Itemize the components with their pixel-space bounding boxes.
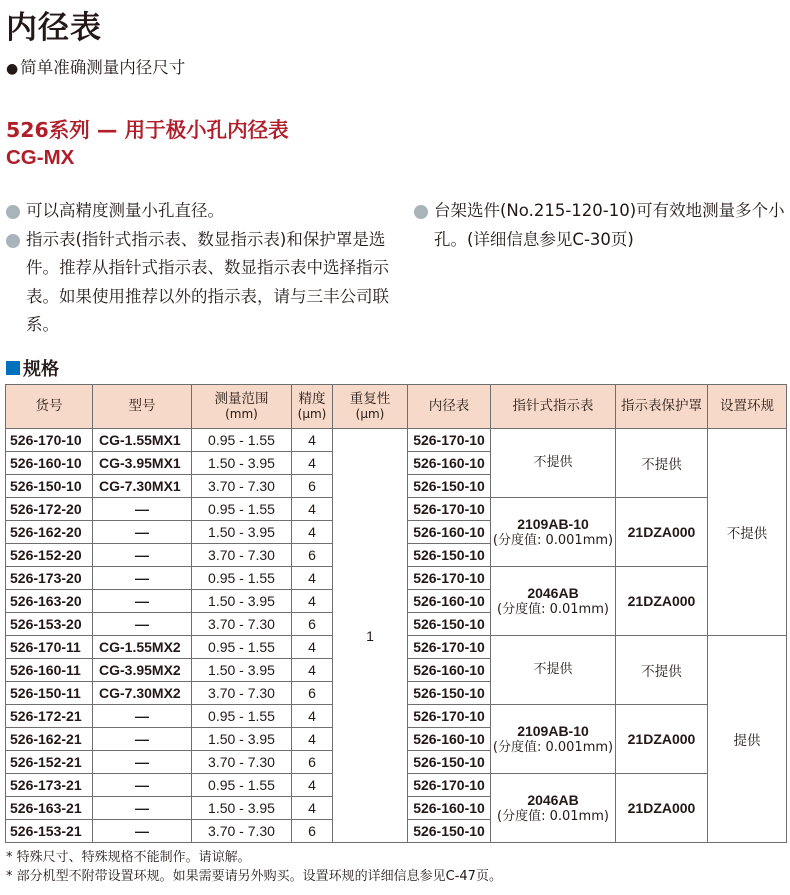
- cell-range: 3.70 - 7.30: [192, 613, 292, 636]
- cell-gauge: 526-160-10: [408, 521, 491, 544]
- cell-cover: 不提供: [616, 429, 708, 498]
- cell-indicator: [491, 567, 616, 636]
- cell-range: 0.95 - 1.55: [192, 567, 292, 590]
- cell-code: 526-170-11: [6, 636, 93, 659]
- cell-code: 526-170-10: [6, 429, 93, 452]
- cell-gauge: 526-160-10: [408, 452, 491, 475]
- cell-code: 526-173-21: [6, 774, 93, 797]
- indicator-detail: (分度值: 0.01mm): [497, 808, 609, 824]
- col-code: 货号: [6, 385, 93, 429]
- cell-accuracy: 4: [292, 590, 333, 613]
- cell-gauge: 526-150-10: [408, 613, 491, 636]
- cell-gauge: 526-170-10: [408, 567, 491, 590]
- cell-accuracy: 4: [292, 452, 333, 475]
- cell-cover: 21DZA000: [616, 498, 708, 567]
- cell-range: 0.95 - 1.55: [192, 705, 292, 728]
- cell-range: 1.50 - 3.95: [192, 521, 292, 544]
- cell-accuracy: 6: [292, 682, 333, 705]
- indicator-detail: 不提供: [533, 455, 573, 470]
- cell-gauge: 526-160-10: [408, 590, 491, 613]
- cell-accuracy: 4: [292, 705, 333, 728]
- indicator-model: 2046AB: [527, 791, 579, 808]
- cell-gauge: 526-150-10: [408, 475, 491, 498]
- page-title: 内径表: [6, 10, 102, 46]
- feature-item: [6, 226, 391, 340]
- cell-range: 1.50 - 3.95: [192, 728, 292, 751]
- cell-range: 1.50 - 3.95: [192, 452, 292, 475]
- cell-gauge: 526-150-10: [408, 751, 491, 774]
- cell-gauge: 526-160-10: [408, 728, 491, 751]
- cell-code: 526-172-21: [6, 705, 93, 728]
- col-range: 测量范围 (mm): [192, 385, 292, 429]
- cell-range: 3.70 - 7.30: [192, 682, 292, 705]
- cell-indicator: [491, 498, 616, 567]
- indicator-model: 2109AB-10: [517, 515, 589, 532]
- cell-indicator: [491, 774, 616, 843]
- cell-model: —: [93, 567, 192, 590]
- indicator-detail: 不提供: [533, 662, 573, 677]
- indicator-model: 2046AB: [527, 584, 579, 601]
- cell-accuracy: 4: [292, 636, 333, 659]
- table-header-row: [6, 385, 787, 429]
- cell-accuracy: 6: [292, 820, 333, 843]
- cell-range: 3.70 - 7.30: [192, 544, 292, 567]
- subtitle-text: 简单准确测量内径尺寸: [20, 58, 186, 77]
- cell-cover: 21DZA000: [616, 567, 708, 636]
- cell-model: —: [93, 498, 192, 521]
- indicator-detail: (分度值: 0.001mm): [492, 532, 614, 548]
- cell-code: 526-160-10: [6, 452, 93, 475]
- cell-accuracy: 6: [292, 613, 333, 636]
- cell-gauge: 526-170-10: [408, 705, 491, 728]
- cell-accuracy: 6: [292, 475, 333, 498]
- cell-code: 526-152-20: [6, 544, 93, 567]
- cell-cover: 21DZA000: [616, 705, 708, 774]
- features-right: [414, 197, 786, 254]
- cell-code: 526-150-11: [6, 682, 93, 705]
- cell-accuracy: 4: [292, 797, 333, 820]
- cell-model: —: [93, 820, 192, 843]
- col-cover: 指示表保护罩: [616, 385, 708, 429]
- cell-indicator: [491, 705, 616, 774]
- cell-model: —: [93, 521, 192, 544]
- cell-model: —: [93, 544, 192, 567]
- cell-cover: 21DZA000: [616, 774, 708, 843]
- table-row: [6, 429, 787, 452]
- features-left: [6, 197, 391, 340]
- feature-text: 可以高精度测量小孔直径。: [26, 201, 224, 220]
- cell-code: 526-153-20: [6, 613, 93, 636]
- cell-model: CG-7.30MX2: [93, 682, 192, 705]
- cell-accuracy: 4: [292, 774, 333, 797]
- cell-model: CG-1.55MX2: [93, 636, 192, 659]
- feature-text: 指示表(指针式指示表、数显指示表)和保护罩是选件。推荐从指针式指示表、数显指示表中选择指示表。如果使用推荐以外的指示表，请与三丰公司联系。: [26, 229, 389, 334]
- bullet-icon: [6, 234, 20, 248]
- cell-code: 526-163-21: [6, 797, 93, 820]
- col-indicator: 指针式指示表: [491, 385, 616, 429]
- col-model: 型号: [93, 385, 192, 429]
- cell-accuracy: 4: [292, 498, 333, 521]
- square-icon: [6, 361, 20, 375]
- col-repeatability: 重复性 (μm): [333, 385, 408, 429]
- cell-gauge: 526-170-10: [408, 774, 491, 797]
- cell-gauge: 526-150-10: [408, 544, 491, 567]
- cell-accuracy: 4: [292, 521, 333, 544]
- cell-range: 0.95 - 1.55: [192, 636, 292, 659]
- cell-code: 526-162-20: [6, 521, 93, 544]
- bullet-icon: [6, 205, 20, 219]
- cell-range: 0.95 - 1.55: [192, 429, 292, 452]
- cell-code: 526-162-21: [6, 728, 93, 751]
- cell-code: 526-160-11: [6, 659, 93, 682]
- cell-accuracy: 4: [292, 429, 333, 452]
- col-ring: 设置环规: [708, 385, 787, 429]
- cell-code: 526-173-20: [6, 567, 93, 590]
- spec-heading-text: 规格: [23, 359, 59, 380]
- feature-item: [414, 197, 786, 254]
- footnotes: [6, 848, 502, 886]
- cell-code: 526-172-20: [6, 498, 93, 521]
- indicator-detail: (分度值: 0.001mm): [492, 739, 614, 755]
- cell-range: 3.70 - 7.30: [192, 820, 292, 843]
- cell-gauge: 526-150-10: [408, 682, 491, 705]
- spec-table: [5, 384, 787, 843]
- cell-gauge: 526-160-10: [408, 659, 491, 682]
- cell-model: —: [93, 590, 192, 613]
- cell-code: 526-153-21: [6, 820, 93, 843]
- cell-model: —: [93, 613, 192, 636]
- cell-gauge: 526-170-10: [408, 498, 491, 521]
- cell-indicator: [491, 636, 616, 705]
- spec-heading: [6, 355, 59, 381]
- cell-accuracy: 6: [292, 751, 333, 774]
- cell-model: —: [93, 774, 192, 797]
- cell-range: 3.70 - 7.30: [192, 475, 292, 498]
- cell-accuracy: 4: [292, 567, 333, 590]
- feature-text: 台架选件(No.215-120-10)可有效地测量多个小孔。(详细信息参见C-30页): [434, 201, 785, 249]
- cell-gauge: 526-150-10: [408, 820, 491, 843]
- cell-ring: 不提供: [708, 429, 787, 636]
- cell-range: 0.95 - 1.55: [192, 774, 292, 797]
- cell-accuracy: 6: [292, 544, 333, 567]
- feature-item: [6, 197, 391, 226]
- cell-model: —: [93, 705, 192, 728]
- cell-range: 1.50 - 3.95: [192, 659, 292, 682]
- cell-ring: 提供: [708, 636, 787, 843]
- cell-range: 3.70 - 7.30: [192, 751, 292, 774]
- footnote: * 部分机型不附带设置环规。如果需要请另外购买。设置环规的详细信息参见C-47页。: [6, 869, 502, 884]
- cell-indicator: [491, 429, 616, 498]
- indicator-model: 2109AB-10: [517, 722, 589, 739]
- table-body: [6, 429, 787, 843]
- cell-range: 1.50 - 3.95: [192, 590, 292, 613]
- cell-repeatability: 1: [333, 429, 408, 843]
- cell-range: 1.50 - 3.95: [192, 797, 292, 820]
- cell-range: 0.95 - 1.55: [192, 498, 292, 521]
- cell-cover: 不提供: [616, 636, 708, 705]
- cell-code: 526-163-20: [6, 590, 93, 613]
- cell-model: —: [93, 728, 192, 751]
- cell-model: CG-3.95MX1: [93, 452, 192, 475]
- cell-model: CG-1.55MX1: [93, 429, 192, 452]
- bullet-icon: [414, 205, 428, 219]
- cell-gauge: 526-170-10: [408, 429, 491, 452]
- cell-code: 526-150-10: [6, 475, 93, 498]
- cell-model: —: [93, 751, 192, 774]
- page-subtitle: [6, 54, 185, 78]
- indicator-detail: (分度值: 0.01mm): [497, 601, 609, 617]
- series-model: CG-MX: [6, 146, 75, 169]
- cell-model: CG-3.95MX2: [93, 659, 192, 682]
- cell-model: CG-7.30MX1: [93, 475, 192, 498]
- cell-gauge: 526-170-10: [408, 636, 491, 659]
- cell-gauge: 526-160-10: [408, 797, 491, 820]
- subtitle-bullet: ●: [6, 61, 19, 77]
- col-gauge: 内径表: [408, 385, 491, 429]
- cell-accuracy: 4: [292, 728, 333, 751]
- series-title: 526系列 — 用于极小孔内径表: [6, 118, 289, 142]
- cell-code: 526-152-21: [6, 751, 93, 774]
- cell-model: —: [93, 797, 192, 820]
- footnote: * 特殊尺寸、特殊规格不能制作。请谅解。: [6, 850, 251, 865]
- cell-accuracy: 4: [292, 659, 333, 682]
- col-accuracy: 精度 (μm): [292, 385, 333, 429]
